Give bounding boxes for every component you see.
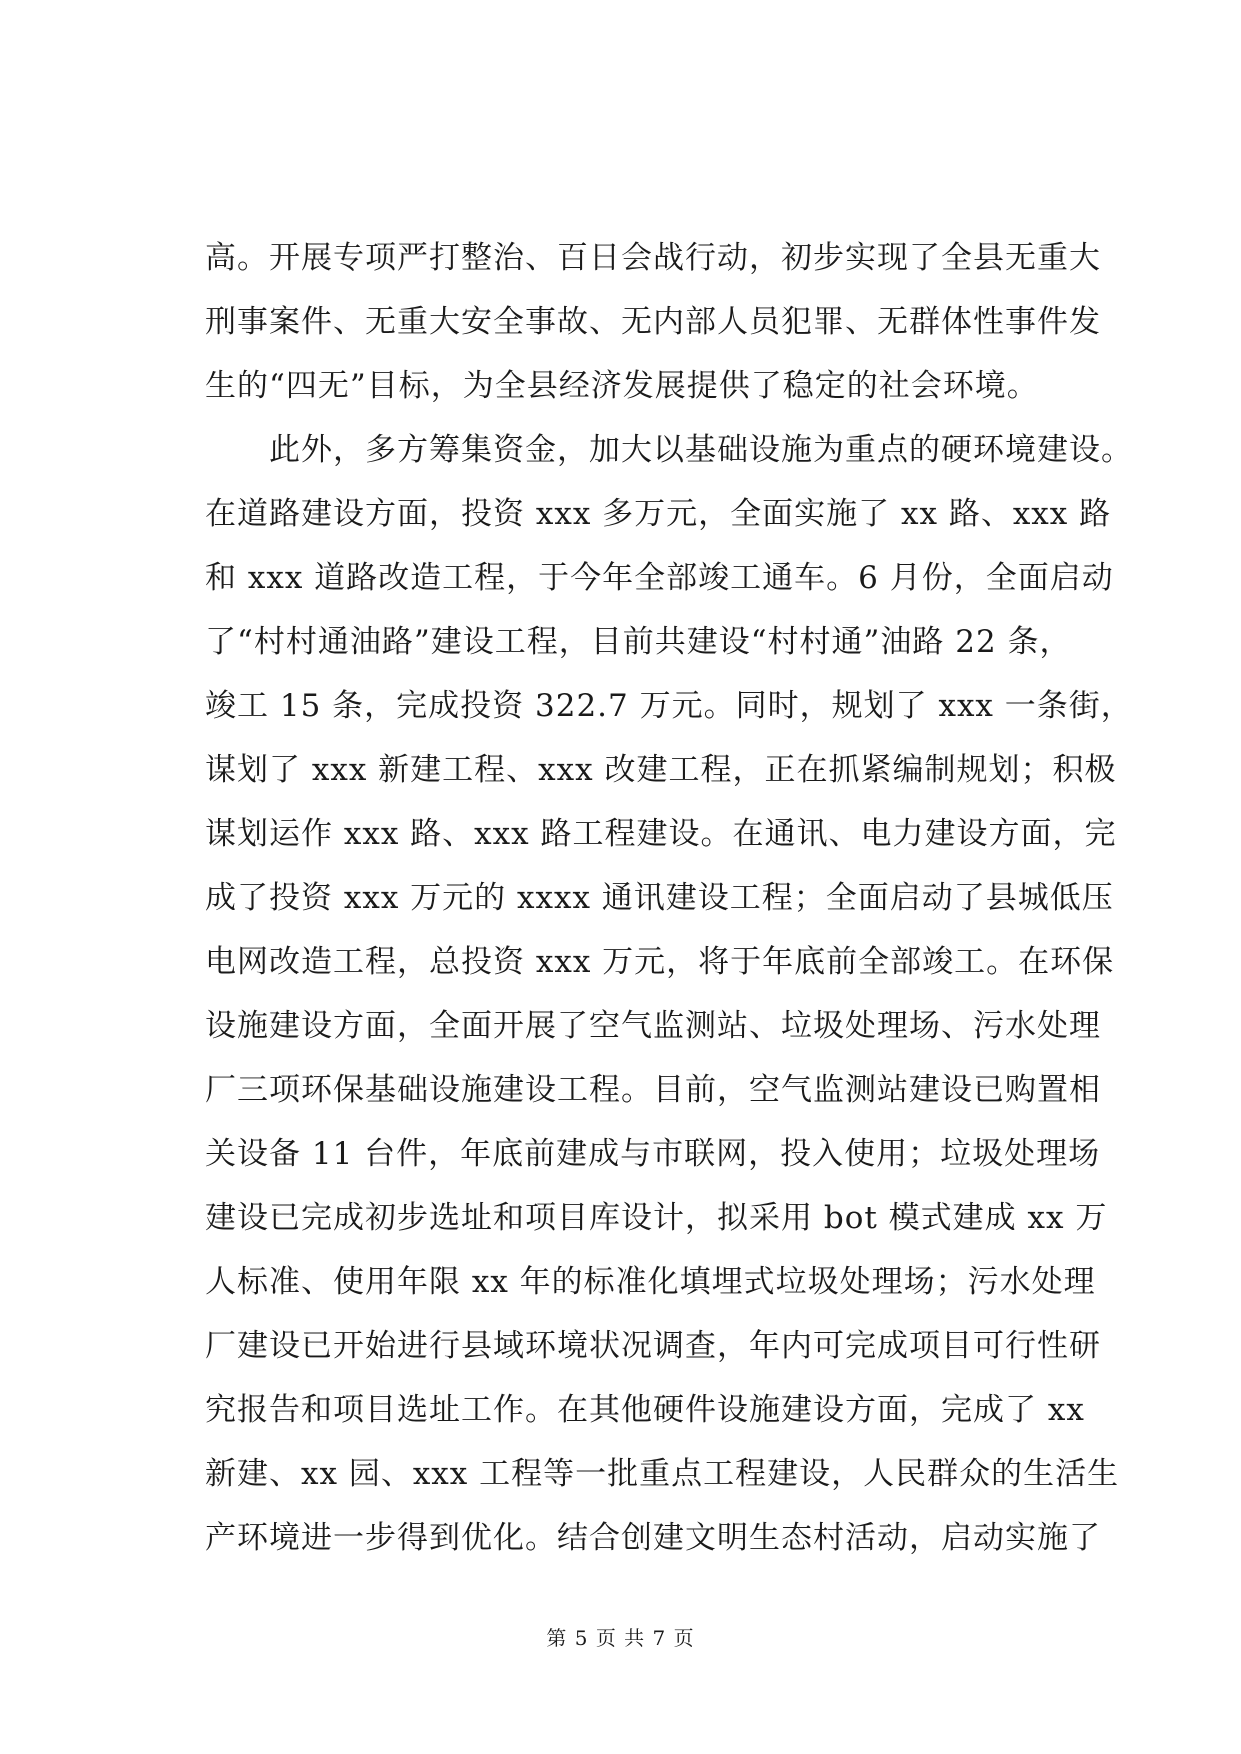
text-line: 了“村村通油路”建设工程，目前共建设“村村通”油路 22 条， bbox=[205, 624, 1072, 660]
text-line: 究报告和项目选址工作。在其他硬件设施建设方面，完成了 xx bbox=[205, 1392, 1085, 1428]
text-line: 厂三项环保基础设施建设工程。目前，空气监测站建设已购置相 bbox=[205, 1072, 1101, 1108]
body-text bbox=[205, 226, 1133, 1570]
text-line: 和 xxx 道路改造工程，于今年全部竣工通车。6 月份，全面启动 bbox=[205, 560, 1114, 596]
text-line: 谋划了 xxx 新建工程、xxx 改建工程，正在抓紧编制规划；积极 bbox=[205, 752, 1117, 788]
text-line: 厂建设已开始进行县域环境状况调查，年内可完成项目可行性研 bbox=[205, 1328, 1101, 1364]
page-number-footer: 第 5 页 共 7 页 bbox=[546, 1626, 695, 1650]
text-line: 生的“四无”目标，为全县经济发展提供了稳定的社会环境。 bbox=[205, 368, 1039, 404]
text-line: 建设已完成初步选址和项目库设计，拟采用 bot 模式建成 xx 万 bbox=[205, 1200, 1108, 1236]
text-line: 人标准、使用年限 xx 年的标准化填埋式垃圾处理场；污水处理 bbox=[205, 1264, 1096, 1300]
text-line: 设施建设方面，全面开展了空气监测站、垃圾处理场、污水处理 bbox=[205, 1008, 1101, 1044]
text-line: 新建、xx 园、xxx 工程等一批重点工程建设，人民群众的生活生 bbox=[205, 1456, 1120, 1492]
text-line: 关设备 11 台件，年底前建成与市联网，投入使用；垃圾处理场 bbox=[205, 1136, 1101, 1172]
paragraph-start-line: 此外，多方筹集资金，加大以基础设施为重点的硬环境建设。 bbox=[205, 432, 1133, 468]
text-line: 谋划运作 xxx 路、xxx 路工程建设。在通讯、电力建设方面，完 bbox=[205, 816, 1117, 852]
text-line: 高。开展专项严打整治、百日会战行动，初步实现了全县无重大 bbox=[205, 240, 1101, 276]
text-line: 产环境进一步得到优化。结合创建文明生态村活动，启动实施了 bbox=[205, 1520, 1101, 1556]
text-line: 在道路建设方面，投资 xxx 多万元，全面实施了 xx 路、xxx 路 bbox=[205, 496, 1112, 532]
text-line: 成了投资 xxx 万元的 xxxx 通讯建设工程；全面启动了县城低压 bbox=[205, 880, 1114, 916]
text-line: 竣工 15 条，完成投资 322.7 万元。同时，规划了 xxx 一条街， bbox=[205, 688, 1133, 724]
text-line: 电网改造工程，总投资 xxx 万元，将于年底前全部竣工。在环保 bbox=[205, 944, 1115, 980]
text-line: 刑事案件、无重大安全事故、无内部人员犯罪、无群体性事件发 bbox=[205, 304, 1101, 340]
